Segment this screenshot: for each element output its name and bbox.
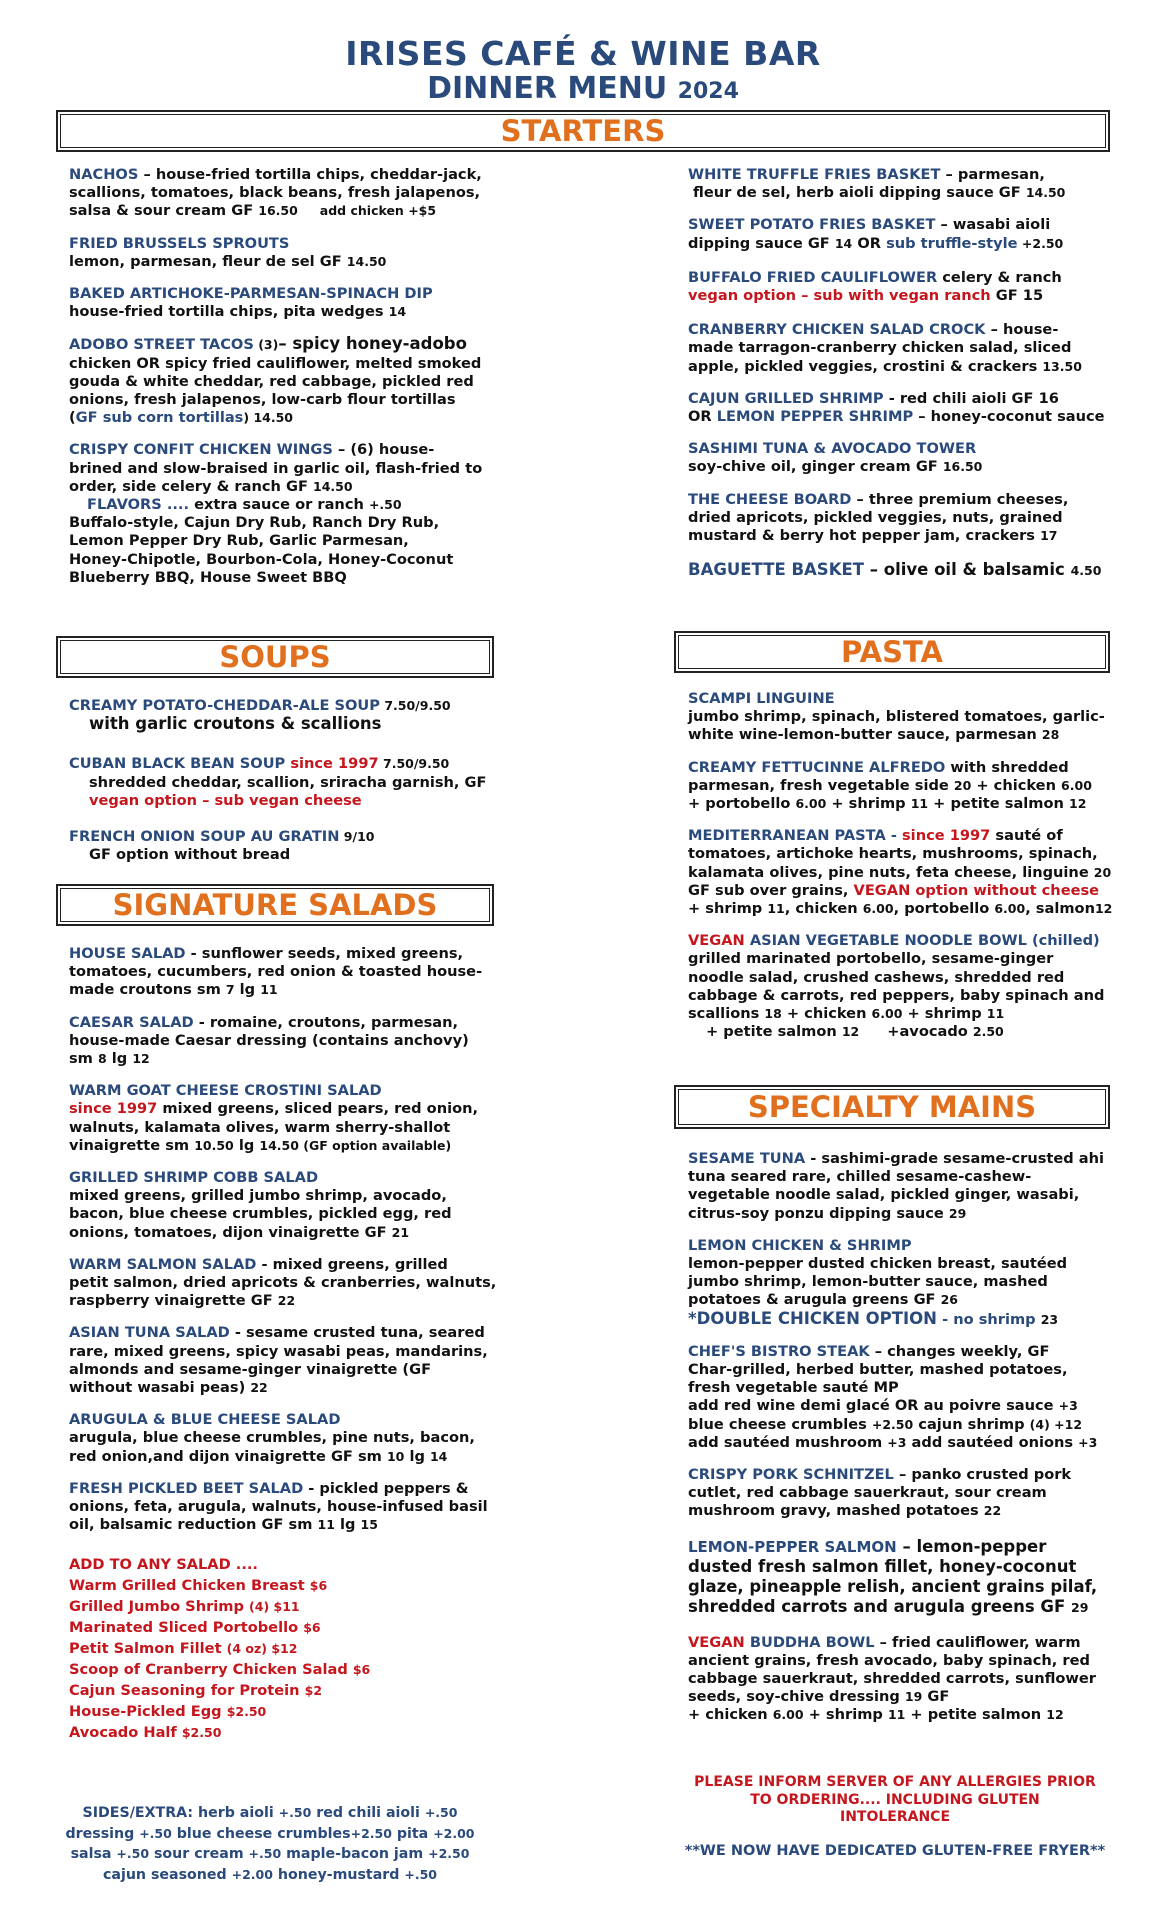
menu-item-cobb-salad: GRILLED SHRIMP COBB SALAD mixed greens, grilled jumbo shrimp, avocado, bacon, blue cheese crumbles, pickled egg, red onions, tomatoes, dijon vinaigrette GF 21 [69, 1169, 452, 1241]
menu-item-sweet-fries: SWEET POTATO FRIES BASKET – wasabi aioli dipping sauce GF 14 OR sub truffle-style +2.50 [688, 216, 1064, 252]
menu-item-schnitzel: CRISPY PORK SCHNITZEL – panko crusted pork cutlet, red cabbage sauerkraut, sour cream mushroom gravy, mashed potatoes 22 [688, 1466, 1072, 1520]
soups-list [69, 697, 499, 864]
pasta-list [688, 690, 1118, 1041]
addon-item: Cajun Seasoning for Protein $2 [69, 1682, 323, 1700]
salad-addons [69, 1554, 499, 1743]
addon-item: Scoop of Cranberry Chicken Salad $6 [69, 1661, 371, 1679]
menu-item-scampi: SCAMPI LINGUINE jumbo shrimp, spinach, blistered tomatoes, garlic- white wine-lemon-butter sauce, parmesan 28 [688, 690, 1105, 744]
menu-item-tuna-salad: ASIAN TUNA SALAD - sesame crusted tuna, seared rare, mixed greens, spicy wasabi peas, mandarins, almonds and sesame-ginger vinaigrette (GF without wasabi peas) 22 [69, 1324, 488, 1397]
menu-item-dip: BAKED ARTICHOKE-PARMESAN-SPINACH DIP house-fried tortilla chips, pita wedges 14 [69, 285, 433, 321]
menu-item-truffle-fries: WHITE TRUFFLE FRIES BASKET – parmesan, fleur de sel, herb aioli dipping sauce GF 14.50 [688, 166, 1066, 202]
menu-item-baguette: BAGUETTE BASKET – olive oil & balsamic 4.50 [688, 560, 1102, 580]
menu-item-brussels: FRIED BRUSSELS SPROUTS lemon, parmesan, fleur de sel GF 14.50 [69, 234, 387, 270]
menu-item-salmon: LEMON-PEPPER SALMON – lemon-pepper dusted fresh salmon fillet, honey-coconut glaze, pineapple relish, ancient grains pilaf, shredded carrots and arugula greens GF 29 [688, 1536, 1098, 1616]
menu-item-salmon-salad: WARM SALMON SALAD - mixed greens, grilled petit salmon, dried apricots & cranberries, walnuts, raspberry vinaigrette GF 22 [69, 1255, 497, 1310]
menu-item-nachos: NACHOS – house-fried tortilla chips, cheddar-jack, scallions, tomatoes, black beans, fresh jalapenos, salsa & sour cream GF 16.50 add chicken +$5 [69, 166, 482, 220]
menu-item-bean-soup: CUBAN BLACK BEAN SOUP since 1997 7.50/9.50 shredded cheddar, scallion, sriracha garnish, GF vegan option – sub vegan cheese [69, 755, 487, 809]
menu-item-shrimp: CAJUN GRILLED SHRIMP - red chili aioli GF 16 OR LEMON PEPPER SHRIMP – honey-coconut sauce [688, 389, 1105, 426]
allergy-notice: PLEASE INFORM SERVER OF ANY ALLERGIES PRIOR TO ORDERING.... INCLUDING GLUTEN INTOLERANCE [694, 1774, 1096, 1825]
addon-item: Warm Grilled Chicken Breast $6 [69, 1577, 328, 1595]
section-salads: SIGNATURE SALADS [56, 884, 494, 926]
menu-item-arugula-salad: ARUGULA & BLUE CHEESE SALAD arugula, blue cheese crumbles, pine nuts, bacon, red onion,and dijon vinaigrette GF sm 10 lg 14 [69, 1411, 475, 1465]
menu-item-goat-salad: WARM GOAT CHEESE CROSTINI SALAD since 1997 mixed greens, sliced pears, red onion, walnuts, kalamata olives, warm sherry-shallot vinaigrette sm 10.50 lg 14.50 (GF option available) [69, 1082, 479, 1154]
menu-item-lemon-chicken: LEMON CHICKEN & SHRIMP lemon-pepper dusted chicken breast, sautéed jumbo shrimp, lemon-butter sauce, mashed potatoes & arugula greens GF 26 *DOUBLE CHICKEN OPTION - no shrimp 23 [688, 1236, 1068, 1328]
menu-item-alfredo: CREAMY FETTUCINNE ALFREDO with shredded parmesan, fresh vegetable side 20 + chicken 6.00 + portobello 6.00 + shrimp 11 + petite salmon 12 [688, 758, 1092, 813]
starters-left [69, 166, 499, 587]
restaurant-name: IRISES CAFÉ & WINE BAR [345, 34, 821, 73]
menu-item-potato-soup: CREAMY POTATO-CHEDDAR-ALE SOUP 7.50/9.50 with garlic croutons & scallions [69, 697, 451, 734]
starters-right [688, 166, 1118, 580]
addon-item: House-Pickled Egg $2.50 [69, 1703, 267, 1721]
menu-item-beet-salad: FRESH PICKLED BEET SALAD - pickled peppers & onions, feta, arugula, walnuts, house-infused basil oil, balsamic reduction GF sm 11 lg 15 [69, 1479, 488, 1534]
menu-item-house-salad: HOUSE SALAD - sunflower seeds, mixed greens, tomatoes, cucumbers, red onion & toasted house- made croutons sm 7 lg 11 [69, 945, 483, 999]
menu-item-buffalo-cauliflower: BUFFALO FRIED CAULIFLOWER celery & ranch vegan option – sub with vegan ranch GF 15 [688, 268, 1062, 305]
menu-item-caesar-salad: CAESAR SALAD - romaine, croutons, parmesan, house-made Caesar dressing (contains anchovy) sm 8 lg 12 [69, 1013, 469, 1068]
menu-item-mediterranean: MEDITERRANEAN PASTA - since 1997 sauté of tomatoes, artichoke hearts, mushrooms, spinach, kalamata olives, pine nuts, feta cheese, linguine 20 GF sub over grains, VEGAN option without cheese + shrimp 11, chicken 6.00, portobello 6.00, salmon12 [688, 827, 1113, 918]
menu-item-buddha-bowl: VEGAN BUDDHA BOWL – fried cauliflower, warm ancient grains, fresh avocado, baby spinach, red cabbage sauerkraut, shredded carrots, sunflower seeds, soy-chive dressing 19 GF + chicken 6.00 + shrimp 11 + petite salmon 12 [688, 1633, 1097, 1724]
salads-list [69, 945, 499, 1743]
addon-item: Petit Salmon Fillet (4 oz) $12 [69, 1640, 298, 1658]
menu-item-tacos: ADOBO STREET TACOS (3)– spicy honey-adobo chicken OR spicy fried cauliflower, melted smoked gouda & white cheddar, red cabbage, pickled red onions, fresh jalapenos, low-carb flour tortillas (GF sub corn tortillas) 14.50 [69, 334, 482, 427]
menu-title: DINNER MENU 2024 [427, 71, 739, 106]
menu-item-cheese-board: THE CHEESE BOARD – three premium cheeses, dried apricots, pickled veggies, nuts, grained mustard & berry hot pepper jam, crackers 17 [688, 490, 1069, 545]
addon-item: Marinated Sliced Portobello $6 [69, 1619, 321, 1637]
menu-item-onion-soup: FRENCH ONION SOUP AU GRATIN 9/10 GF option without bread [69, 828, 375, 864]
addon-item: Grilled Jumbo Shrimp (4) $11 [69, 1598, 300, 1616]
section-soups: SOUPS [56, 636, 494, 678]
menu-item-steak: CHEF'S BISTRO STEAK – changes weekly, GF Char-grilled, herbed butter, mashed potatoes, fresh vegetable sauté MP add red wine demi glacé OR au poivre sauce +3 blue cheese crumbles +2.50 cajun shrimp (4) +12 add sautéed mushroom +3 add sautéed onions +3 [688, 1342, 1098, 1451]
menu-item-noodle-bowl: VEGAN ASIAN VEGETABLE NOODLE BOWL (chilled) grilled marinated portobello, sesame-ginger noodle salad, crushed cashews, shredded red cabbage & carrots, red peppers, baby spinach and scallions 18 + chicken 6.00 + shrimp 11 + petite salmon 12 +avocado 2.50 [688, 932, 1105, 1041]
sides-extras: SIDES/EXTRA: herb aioli +.50 red chili aioli +.50 dressing +.50 blue cheese crumbles+2.50 pita +2.00 salsa +.50 sour cream +.50 maple-bacon jam +2.50 cajun seasoned +2.00 honey-mustard +.50 [65, 1805, 475, 1883]
section-mains: SPECIALTY MAINS [674, 1085, 1110, 1129]
mains-list [688, 1150, 1118, 1725]
menu-item-wings: CRISPY CONFIT CHICKEN WINGS – (6) house- brined and slow-braised in garlic oil, flash-fried to order, side celery & ranch GF 14.50 FLAVORS .... extra sauce or ranch +.50 Buffalo-style, Cajun Dry Rub, Ranch Dry Rub, Lemon Pepper Dry Rub, Garlic Parmesan, Honey-Chipotle, Bourbon-Cola, Honey-Coconut Blueberry BBQ, House Sweet BBQ [69, 441, 483, 586]
section-pasta: PASTA [674, 631, 1110, 673]
gluten-free-fryer-note: **WE NOW HAVE DEDICATED GLUTEN-FREE FRYER** [684, 1843, 1106, 1859]
section-starters: STARTERS [56, 110, 1110, 152]
menu-item-chicken-crock: CRANBERRY CHICKEN SALAD CROCK – house- made tarragon-cranberry chicken salad, sliced apple, pickled veggies, crostini & crackers 13.50 [688, 321, 1082, 375]
menu-item-sashimi: SASHIMI TUNA & AVOCADO TOWER soy-chive oil, ginger cream GF 16.50 [688, 440, 983, 476]
menu-year: 2024 [677, 79, 739, 104]
menu-item-sesame-tuna: SESAME TUNA - sashimi-grade sesame-crusted ahi tuna seared rare, chilled sesame-cashew- vegetable noodle salad, pickled ginger, wasabi, citrus-soy ponzu dipping sauce 29 [688, 1150, 1105, 1222]
addons-title: ADD TO ANY SALAD .... [69, 1556, 258, 1574]
addon-item: Avocado Half $2.50 [69, 1724, 222, 1742]
